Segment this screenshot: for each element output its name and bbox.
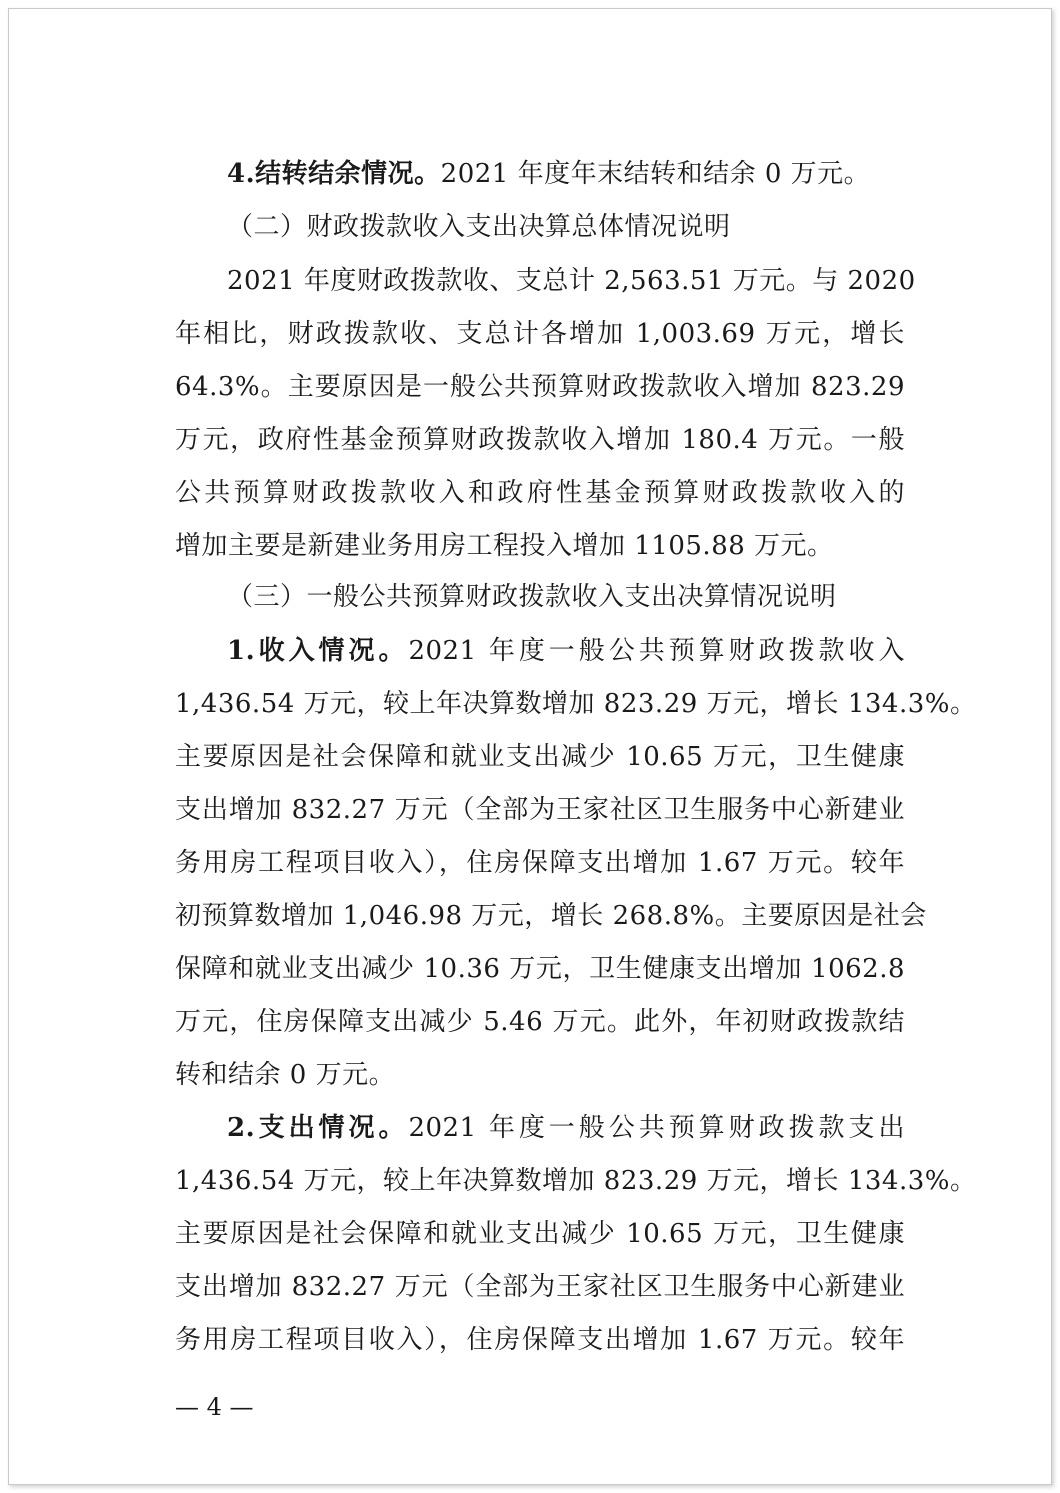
expense-first-rest: 2021 年度一般公共预算财政拨款支出 [408, 1113, 905, 1143]
section-4-line [227, 154, 905, 194]
expense-line-1 [227, 1108, 905, 1148]
expense-line-5: 务用房工程项目收入），住房保障支出增加 1.67 万元。较年 [175, 1325, 905, 1355]
income-line-9: 转和结余 0 万元。 [175, 1060, 396, 1090]
expense-line-3: 主要原因是社会保障和就业支出减少 10.65 万元，卫生健康 [175, 1219, 905, 1249]
income-line-8: 万元，住房保障支出减少 5.46 万元。此外，年初财政拨款结 [175, 1007, 905, 1037]
income-line-4: 支出增加 832.27 万元（全部为王家社区卫生服务中心新建业 [175, 795, 905, 825]
page-frame [8, 8, 1052, 1485]
para-total-line-3: 64.3%。主要原因是一般公共预算财政拨款收入增加 823.29 [175, 372, 905, 402]
expense-line-2: 1,436.54 万元，较上年决算数增加 823.29 万元，增长 134.3%。 [175, 1166, 977, 1196]
income-line-5: 务用房工程项目收入），住房保障支出增加 1.67 万元。较年 [175, 848, 905, 878]
section-4-text: 2021 年度年末结转和结余 0 万元。 [440, 159, 871, 189]
para-total-line-5: 公共预算财政拨款收入和政府性基金预算财政拨款收入的 [175, 478, 905, 508]
income-first-rest: 2021 年度一般公共预算财政拨款收入 [408, 636, 905, 666]
heading-3: （三）一般公共预算财政拨款收入支出决算情况说明 [227, 582, 837, 612]
income-line-7: 保障和就业支出减少 10.36 万元，卫生健康支出增加 1062.8 [175, 954, 905, 984]
para-total-line-4: 万元，政府性基金预算财政拨款收入增加 180.4 万元。一般 [175, 425, 905, 455]
income-line-1 [227, 631, 905, 671]
para-total-line-1: 2021 年度财政拨款收、支总计 2,563.51 万元。与 2020 [227, 266, 916, 296]
section-4-lead: 4.结转结余情况。 [227, 159, 441, 189]
income-line-3: 主要原因是社会保障和就业支出减少 10.65 万元，卫生健康 [175, 742, 905, 772]
para-total-line-2: 年相比，财政拨款收、支总计各增加 1,003.69 万元，增长 [175, 319, 905, 349]
heading-2: （二）财政拨款收入支出决算总体情况说明 [227, 212, 731, 242]
expense-lead: 2.支出情况。 [227, 1113, 409, 1143]
page-number: — 4 — [175, 1393, 254, 1421]
income-line-6: 初预算数增加 1,046.98 万元，增长 268.8%。主要原因是社会 [175, 901, 927, 931]
income-lead: 1.收入情况。 [227, 636, 409, 666]
income-line-2: 1,436.54 万元，较上年决算数增加 823.29 万元，增长 134.3%。 [175, 689, 977, 719]
para-total-line-6: 增加主要是新建业务用房工程投入增加 1105.88 万元。 [175, 531, 834, 561]
expense-line-4: 支出增加 832.27 万元（全部为王家社区卫生服务中心新建业 [175, 1272, 905, 1302]
